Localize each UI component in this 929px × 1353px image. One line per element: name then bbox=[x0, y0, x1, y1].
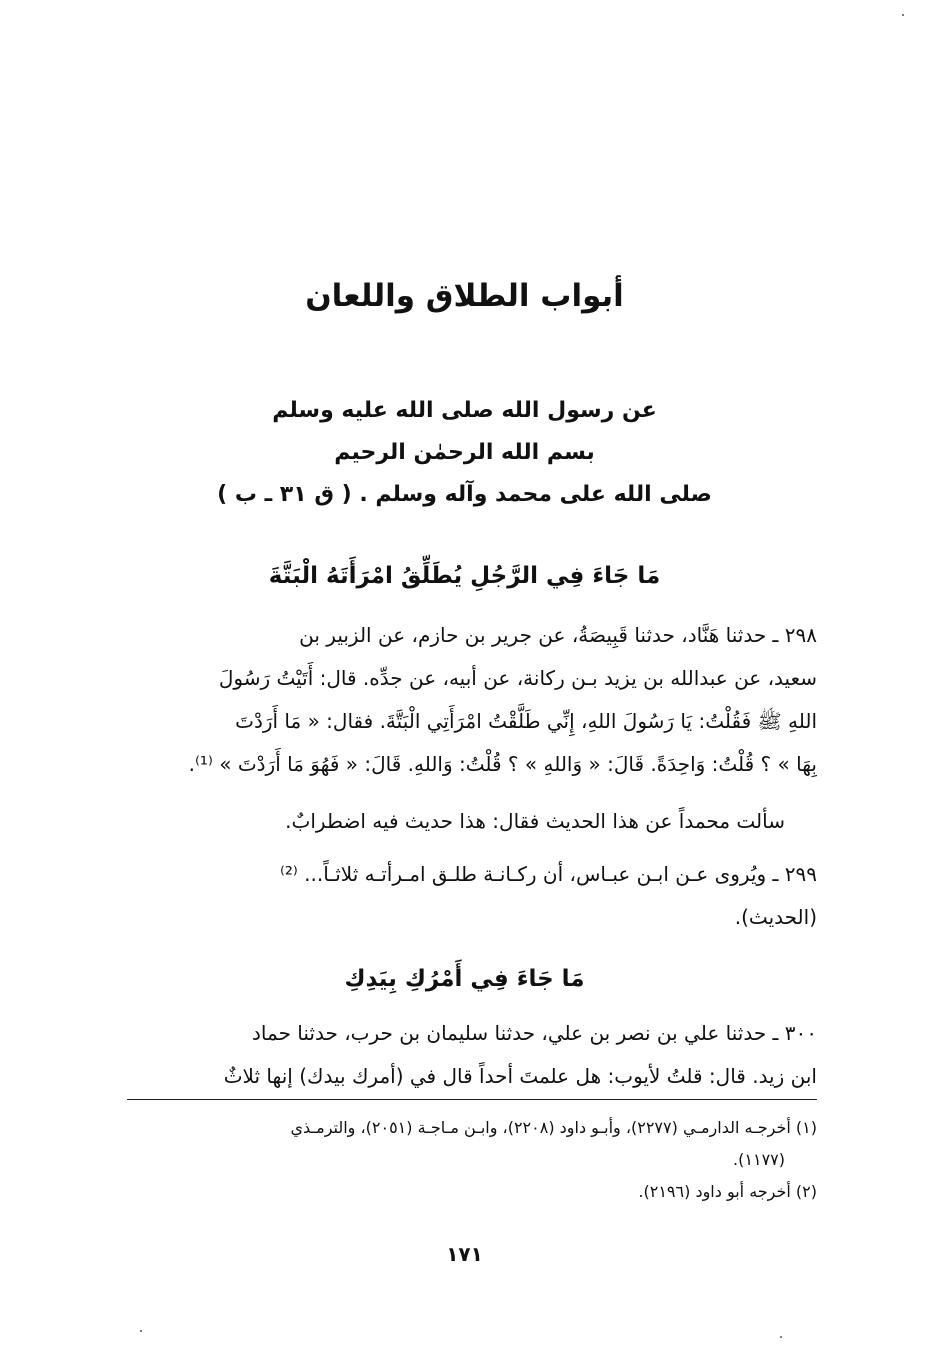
footnote-1-line-1: (١) أخرجـه الدارمـي (٢٢٧٧)، وأبـو داود (٢٢٠٨)، وابـن مـاجـة (٢٠٥١)، والترمـذي bbox=[290, 1118, 817, 1137]
author-comment-line: سألت محمداً عن هذا الحديث فقال: هذا حديث فيه اضطرابٌ. bbox=[285, 809, 785, 833]
hadith-300-line-2: ابن زيد. قال: قلتُ لأيوب: هل علمتَ أحداً قال في (أمرك بيدك) إنها ثلاثٌ bbox=[223, 1064, 817, 1088]
footnote-2: (٢) أخرجه أبو داود (٢١٩٦). bbox=[638, 1182, 817, 1201]
hadith-298-line-3: اللهِ ﷺ فَقُلْتُ: يَا رَسُولَ اللهِ، إِنِّي طَلَّقْتُ امْرَأَتِي الْبَتَّةَ. فقال: « مَا أَرَدْتَ bbox=[235, 709, 817, 733]
hadith-299-line-1: ٢٩٩ ـ ويُروى عـن ابـن عبـاس، أن ركـانـة طلـق امـرأتـه ثلاثـاً... ⁽²⁾ bbox=[279, 862, 817, 886]
footnotes bbox=[127, 1112, 817, 1208]
hadith-300 bbox=[127, 1012, 817, 1098]
scan-speck bbox=[140, 1330, 142, 1332]
hadith-298-line-4: بِهَا » ؟ قُلْتُ: وَاحِدَةً. قَالَ: « وَاللهِ » ؟ قُلْتُ: وَاللهِ. قَالَ: « فَهُوَ مَا أَرَدْتَ » ⁽¹⁾. bbox=[188, 752, 817, 776]
invocation-line-1: عن رسول الله صلى الله عليه وسلم bbox=[272, 398, 657, 423]
hadith-299-line-2: (الحديث). bbox=[734, 905, 817, 929]
hadith-298-line-2: سعيد، عن عبدالله بن يزيد بـن ركانة، عن أبيه، عن جدِّه. قال: أَتَيْتُ رَسُولَ bbox=[218, 666, 817, 690]
hadith-298-line-1: ٢٩٨ ـ حدثنا هَنَّاد، حدثنا قَبِيصَةُ، عن جرير بن حازم، عن الزبير بن bbox=[299, 623, 817, 647]
scan-speck bbox=[780, 1336, 782, 1338]
hadith-299 bbox=[127, 853, 817, 939]
footnote-divider bbox=[127, 1099, 817, 1100]
invocation-line-2: بسم الله الرحمٰن الرحيم bbox=[334, 440, 595, 465]
author-comment bbox=[127, 800, 817, 843]
scan-speck bbox=[902, 14, 904, 16]
hadith-298 bbox=[127, 614, 817, 786]
section-heading-1: مَا جَاءَ فِي الرَّجُلِ يُطَلِّقُ امْرَأَتَهُ الْبَتَّةَ bbox=[268, 563, 661, 589]
chapter-title: أبواب الطلاق واللعان bbox=[305, 278, 624, 314]
hadith-300-line-1: ٣٠٠ ـ حدثنا علي بن نصر بن علي، حدثنا سليمان بن حرب، حدثنا حماد bbox=[252, 1021, 817, 1045]
section-heading-2: مَا جَاءَ فِي أَمْرُكِ بِيَدِكِ bbox=[344, 966, 585, 992]
footnote-1-line-2: (١١٧٧). bbox=[733, 1150, 785, 1169]
invocation-block bbox=[0, 390, 929, 516]
page-number: ١٧١ bbox=[446, 1242, 483, 1266]
invocation-line-3: صلى الله على محمد وآله وسلم . ( ق ٣١ ـ ب ) bbox=[217, 482, 712, 507]
